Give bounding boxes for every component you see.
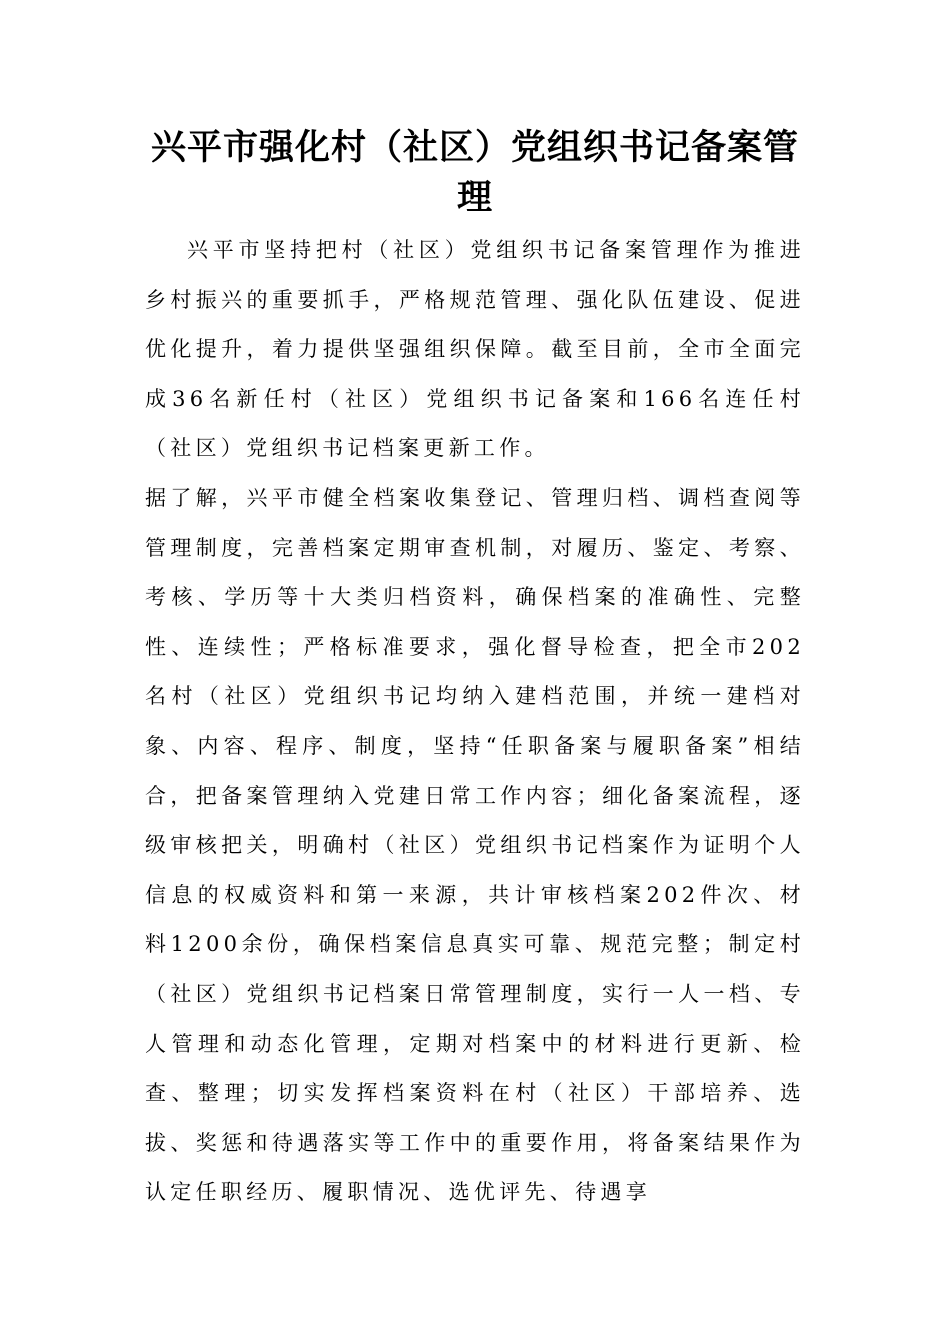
body-paragraph-2: 据了解，兴平市健全档案收集登记、管理归档、调档查阅等管理制度，完善档案定期审查机制，对履历、鉴定、考察、考核、学历等十大类归档资料，确保档案的准确性、完整性、连续性；严格标准要求，强化督导检查，把全市202名村（社区）党组织书记均纳入建档范围，并统一建档对象、内容、程序、制度，坚持“任职备案与履职备案”相结合，把备案管理纳入党建日常工作内容；细化备案流程，逐级审核把关，明确村（社区）党组织书记档案作为证明个人信息的权威资料和第一来源，共计审核档案202件次、材料1200余份，确保档案信息真实可靠、规范完整；制定村（社区）党组织书记档案日常管理制度，实行一人一档、专人管理和动态化管理，定期对档案中的材料进行更新、检查、整理；切实发挥档案资料在村（社区）干部培养、选拔、奖惩和待遇落实等工作中的重要作用，将备案结果作为认定任职经历、履职情况、选优评先、待遇享	[145, 486, 805, 1205]
body-paragraph-1: 兴平市坚持把村（社区）党组织书记备案管理作为推进乡村振兴的重要抓手，严格规范管理、强化队伍建设、促进优化提升，着力提供坚强组织保障。截至目前，全市全面完成36名新任村（社区）党组织书记备案和166名连任村（社区）党组织书记档案更新工作。	[145, 238, 805, 461]
document-title: 兴平市强化村（社区）党组织书记备案管理	[150, 127, 799, 218]
